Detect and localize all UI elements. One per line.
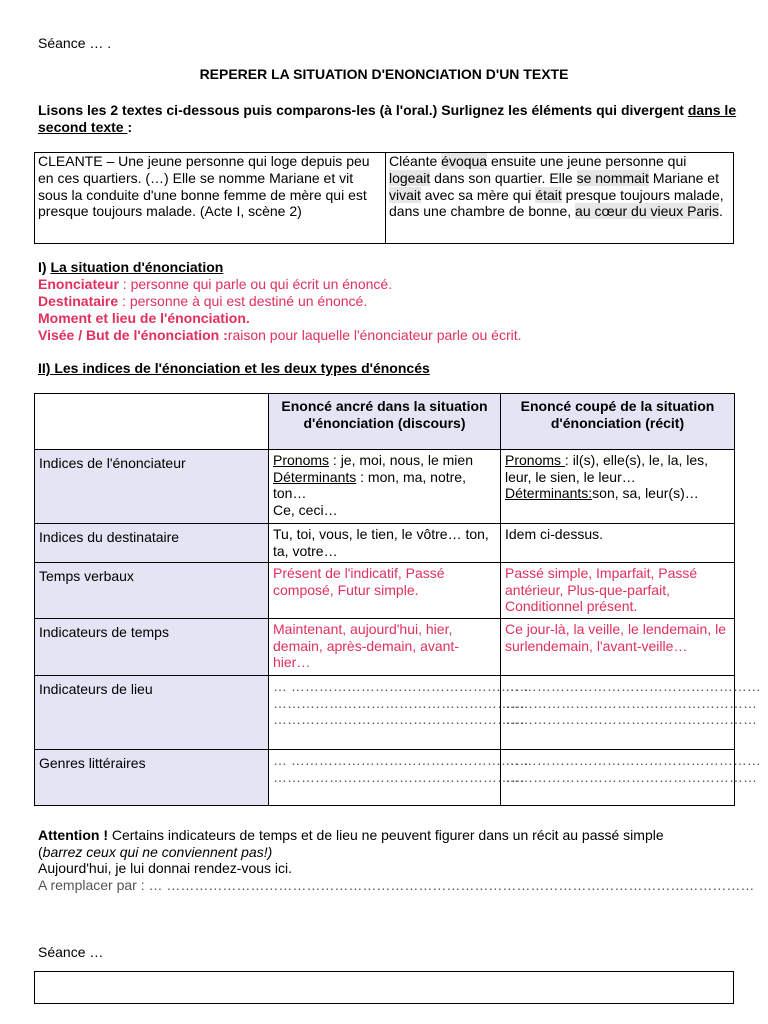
blank-line[interactable]: … …………………………………………… [273,678,529,694]
cell-recit: Idem ci-dessus. [501,524,735,563]
cell-discours [269,750,529,806]
cell-discours [269,676,529,750]
cell-recit [501,750,761,806]
row-label: Genres littéraires [35,750,269,806]
row-label: Indices de l'énonciateur [35,450,269,524]
blank-line[interactable]: ……………………………………………… [505,694,757,711]
seance-top: Séance … . [38,35,112,51]
row-label: Indicateurs de lieu [35,676,269,750]
table-row [35,450,735,524]
enonciation-table [34,393,761,806]
blank-line[interactable]: … …………………………………………… [505,678,761,694]
cell-recit [501,676,761,750]
table-row [35,619,735,676]
table-row [35,676,735,750]
answer-box[interactable] [34,971,734,1004]
section-2-heading: II) Les indices de l'énonciation et les deux types d'énoncés [38,360,430,376]
attention-line: Attention ! Certains indicateurs de temps et de lieu ne peuvent figurer dans un récit au passé simple [38,827,664,843]
section-1 [38,259,522,344]
cell-recit: Passé simple, Imparfait, Passé antérieur, Plus-que-parfait, Conditionnel présent. [501,563,735,619]
table-row [35,563,735,619]
blank-line[interactable]: … …………………………………………… [505,752,761,768]
cell-recit: Pronoms : il(s), elle(s), le, la, les, leur, le sien, le leur… Déterminants:son, sa, leur(s)… [501,450,735,524]
def-enonciateur: Enonciateur : personne qui parle ou qui écrit un énoncé. [38,276,393,292]
row-label: Indicateurs de temps [35,619,269,676]
page-title: REPERER LA SITUATION D'ENONCIATION D'UN TEXTE [199,66,569,82]
text-rewritten: Cléante évoqua ensuite une jeune personne qui logeait dans son quartier. Elle se nommait Mariane et vivait avec sa mère qui était presque toujours malade, dans une chambre de bonne, au cœur du vieux Paris. [386,153,734,244]
blank-line[interactable]: ……………………………………………… [505,768,757,785]
cell-recit: Ce jour-là, la veille, le lendemain, le surlendemain, l'avant-veille… [501,619,735,676]
instruction-underlined: dans le second texte [38,102,737,135]
highlight-evoqua: évoqua [441,153,488,169]
attention-example: Aujourd'hui, je lui donnai rendez-vous ici. [38,860,293,876]
def-moment-lieu: Moment et lieu de l'énonciation. [38,310,250,326]
header-empty [35,394,269,450]
cell-discours: Pronoms : je, moi, nous, le mien Déterminants : mon, ma, notre, ton… Ce, ceci… [269,450,501,524]
instruction [38,102,738,136]
blank-line[interactable]: ……………………………………………… [273,711,525,727]
comparison-table [34,152,734,244]
highlight-vivait: vivait [389,186,421,203]
attention-block [38,827,755,893]
table-row [35,750,735,806]
row-label: Temps verbaux [35,563,269,619]
cell-discours: Présent de l'indicatif, Passé composé, Futur simple. [269,563,501,619]
attention-instruction: (barrez ceux qui ne conviennent pas!) [38,843,273,860]
highlight-vieux-paris: au cœur du vieux Paris [575,203,719,220]
highlight-logeait: logeait [389,169,431,186]
blank-line[interactable]: … …………………………………………… [273,752,529,768]
text-original: CLEANTE – Une jeune personne qui loge depuis peu en ces quartiers. (…) Elle se nomme Mariane et vit sous la conduite d'une bonne femme de mère qui est presque toujours malade. (Acte I, scène 2) [35,153,386,244]
instruction-end: : [127,119,133,135]
section-1-heading: I) La situation d'énonciation [38,259,224,275]
table-row [35,524,735,563]
def-destinataire: Destinataire : personne à qui est destiné un énoncé. [38,293,368,309]
replace-line[interactable]: A remplacer par : … ……………………………………………………………………………………………………………… [38,876,755,893]
cell-discours: Tu, toi, vous, le tien, le vôtre… ton, ta, votre… [269,524,501,563]
cell-discours: Maintenant, aujourd'hui, hier, demain, après-demain, avant-hier… [269,619,501,676]
header-recit: Enoncé coupé de la situation d'énonciation (récit) [501,394,735,450]
instruction-text: Lisons les 2 textes ci-dessous puis comparons-les (à l'oral.) Surlignez les éléments qui divergent [38,102,688,118]
highlight-se-nommait: se nommait [576,169,649,186]
blank-line[interactable]: ……………………………………………… [273,768,525,785]
row-label: Indices du destinataire [35,524,269,563]
blank-line[interactable]: ……………………………………………… [273,694,525,711]
seance-bottom: Séance … [38,944,104,960]
highlight-etait: était [535,186,562,203]
blank-line[interactable]: ……………………………………………… [505,711,757,727]
def-visee: Visée / But de l'énonciation :raison pour laquelle l'énonciateur parle ou écrit. [38,327,522,343]
header-discours: Enoncé ancré dans la situation d'énonciation (discours) [269,394,501,450]
